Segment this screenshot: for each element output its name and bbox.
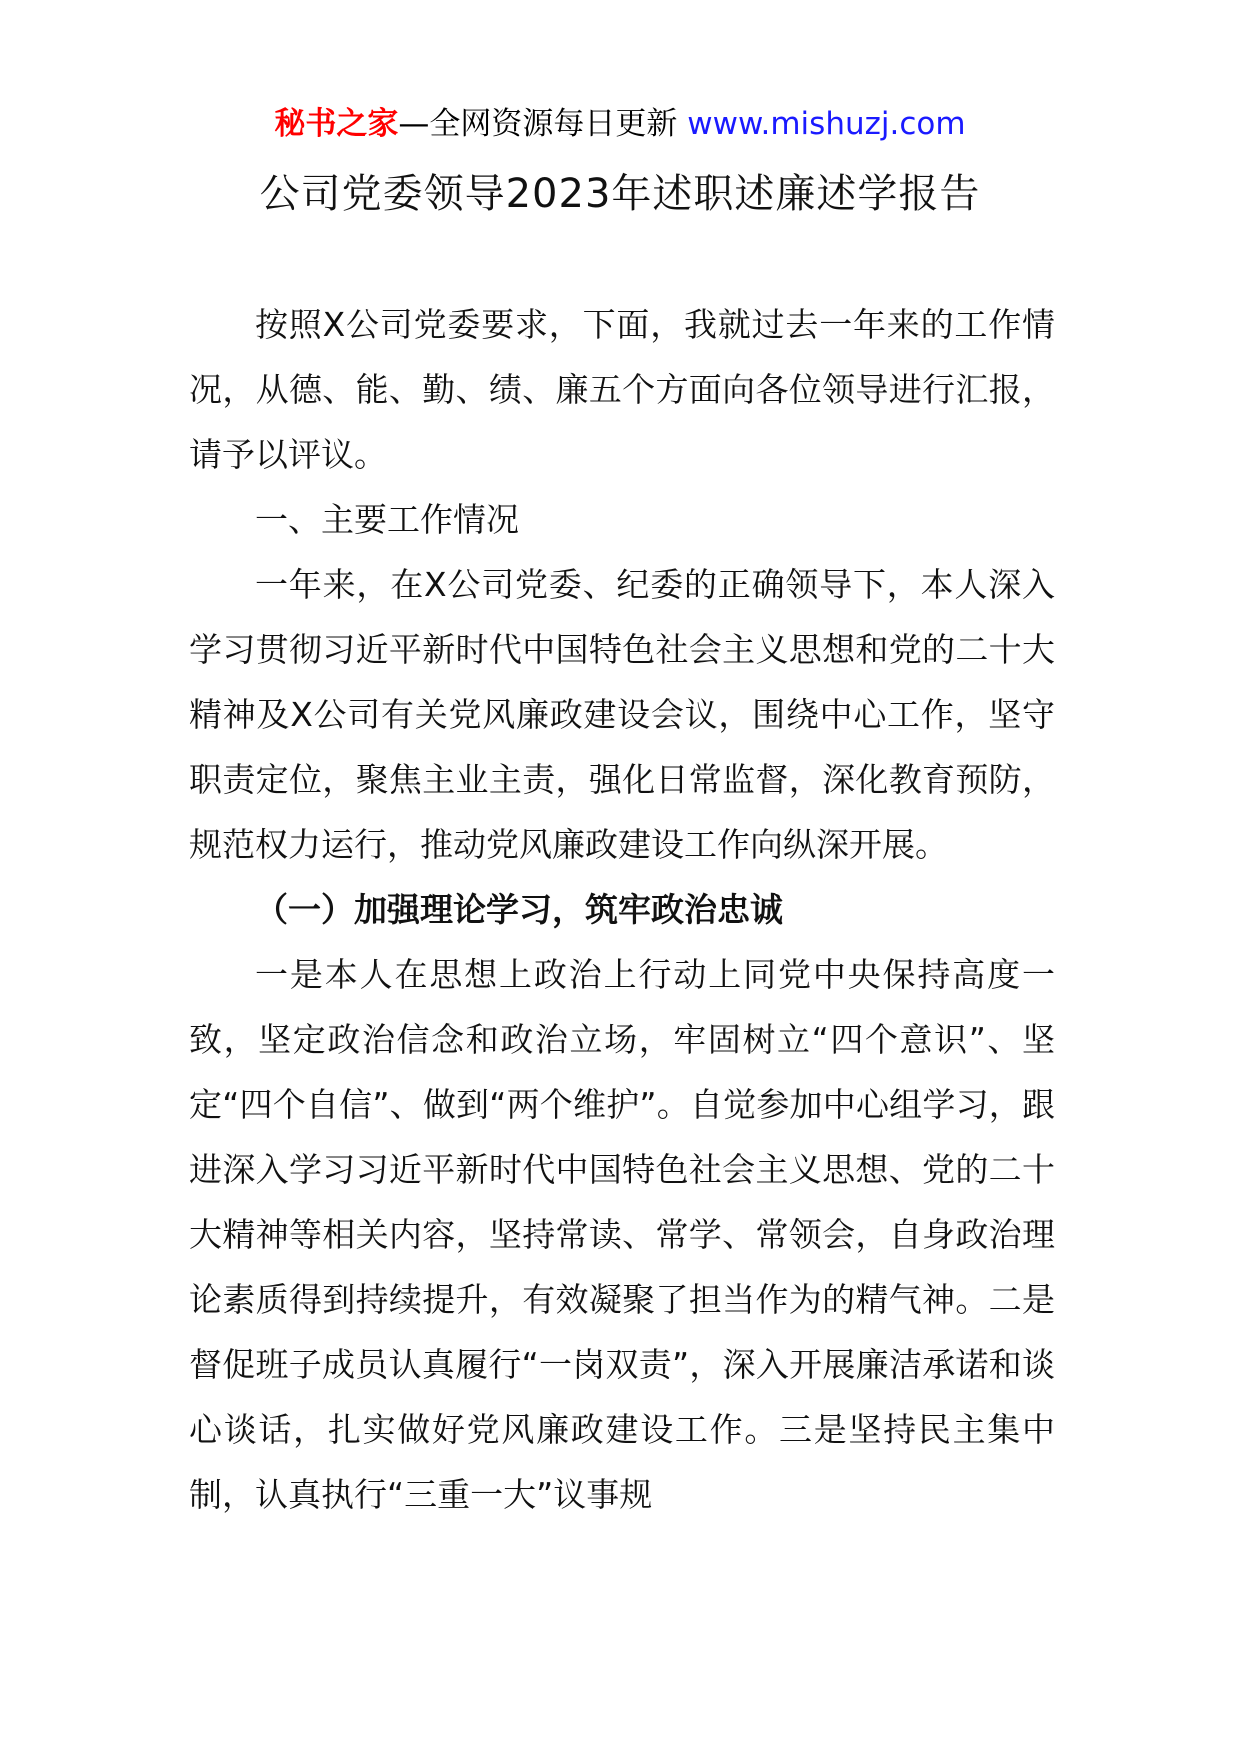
- intro-paragraph: 按照X公司党委要求，下面，我就过去一年来的工作情况，从德、能、勤、绩、廉五个方面向各位领导进行汇报，请予以评议。: [189, 305, 1055, 474]
- site-brand: 秘书之家: [274, 106, 399, 142]
- document-body: [189, 292, 1055, 1527]
- site-header: [0, 100, 1240, 148]
- site-url-link[interactable]: www.mishuzj.com: [687, 106, 966, 142]
- subsection-heading: （一）加强理论学习，筑牢政治忠诚: [255, 890, 783, 929]
- site-tagline: —全网资源每日更新: [398, 106, 678, 142]
- document-title: 公司党委领导2023年述职述廉述学报告: [259, 171, 981, 217]
- subsection-paragraph: 一是本人在思想上政治上行动上同党中央保持高度一致，坚定政治信念和政治立场，牢固树立“四个意识”、坚定“四个自信”、做到“两个维护”。自觉参加中心组学习，跟进深入学习习近平新时代中国特色社会主义思想、党的二十大精神等相关内容，坚持常读、常学、常领会，自身政治理论素质得到持续提升，有效凝聚了担当作为的精气神。二是督促班子成员认真履行“一岗双责”，深入开展廉洁承诺和谈心谈话，扎实做好党风廉政建设工作。三是坚持民主集中制，认真执行“三重一大”议事规: [189, 955, 1055, 1514]
- section-paragraph: 一年来，在X公司党委、纪委的正确领导下，本人深入学习贯彻习近平新时代中国特色社会主义思想和党的二十大精神及X公司有关党风廉政建设会议，围绕中心工作，坚守职责定位，聚焦主业主责，强化日常监督，深化教育预防，规范权力运行，推动党风廉政建设工作向纵深开展。: [189, 565, 1055, 864]
- section-heading: 一、主要工作情况: [255, 500, 519, 539]
